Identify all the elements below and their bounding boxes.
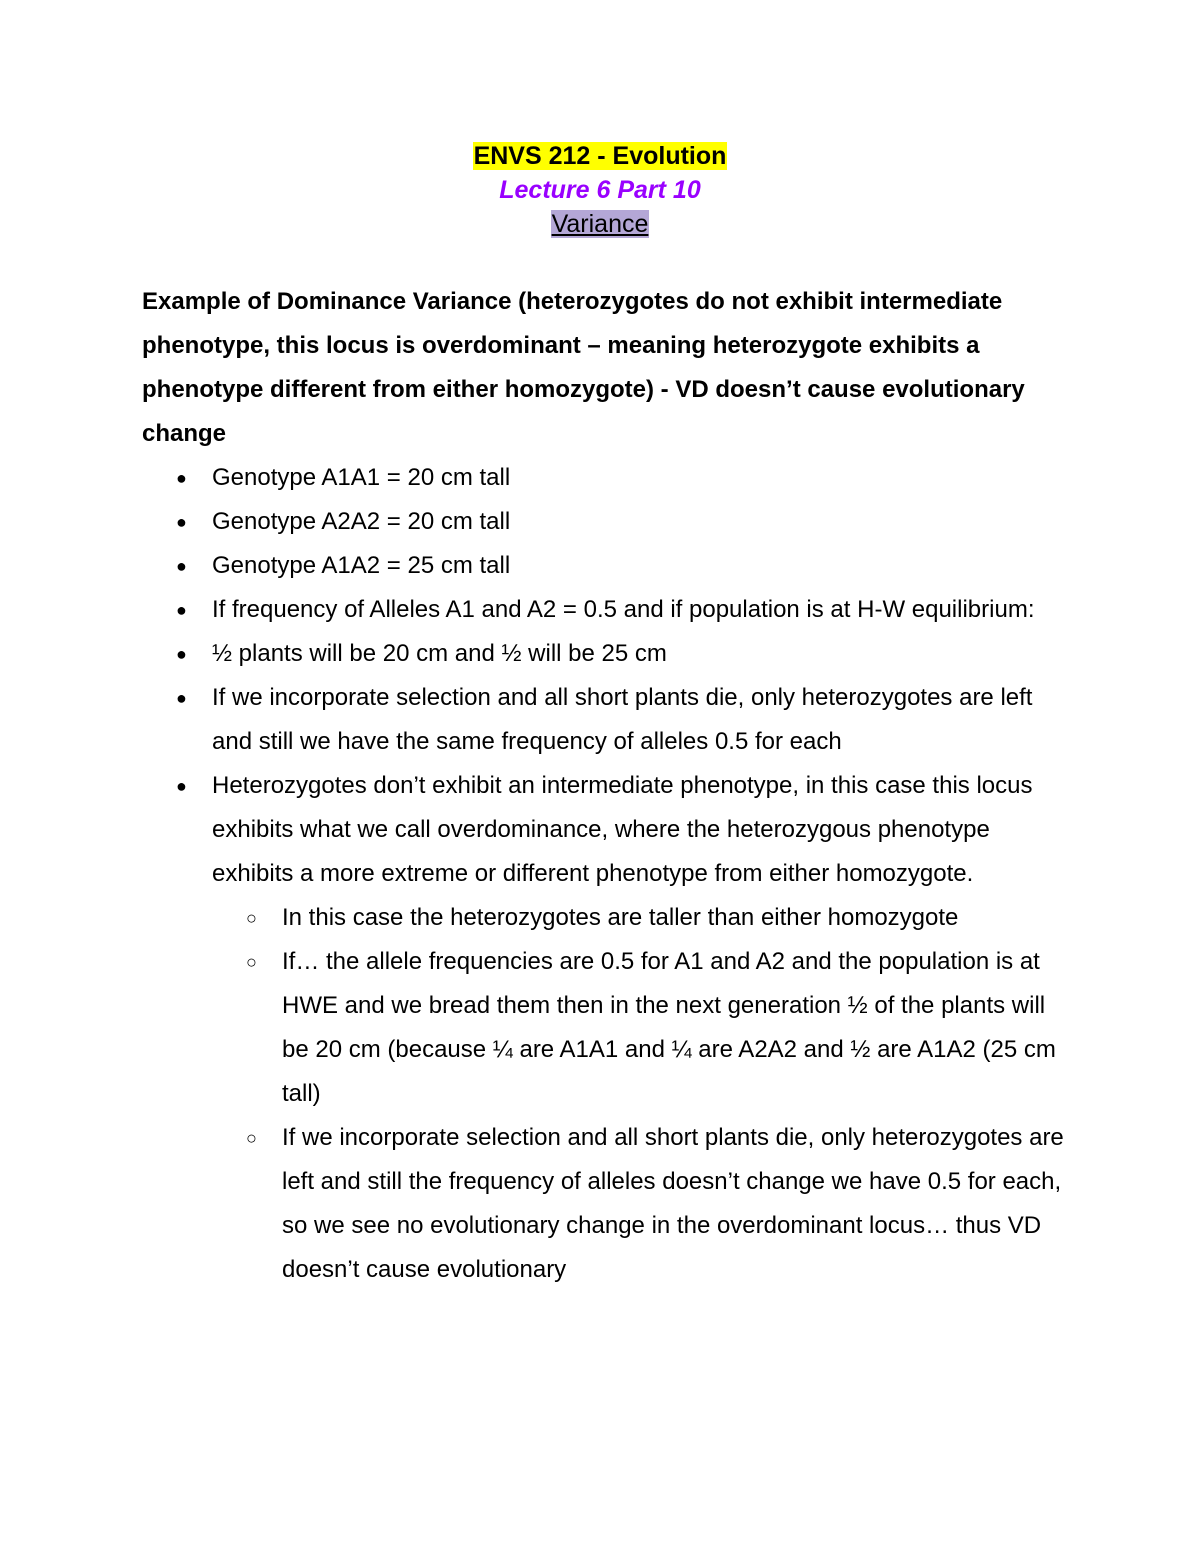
bullet-icon: ●: [176, 776, 187, 796]
list-item: [142, 676, 1072, 764]
list-item-text: Genotype A1A1 = 20 cm tall: [212, 464, 511, 491]
sub-list-item-text: If we incorporate selection and all short plants die, only heterozygotes are left and still the frequency of alleles doesn’t change we have 0.5 for each, so we see no evolutionary change in the overdominant locus… thus VD doesn’t cause evolutionary: [282, 1124, 1064, 1283]
list-item: [142, 456, 1072, 500]
bullet-icon: ●: [176, 512, 187, 532]
sub-list-item: [212, 896, 1072, 940]
main-bullet-list: [142, 456, 1072, 1292]
list-item-text: Heterozygotes don’t exhibit an intermediate phenotype, in this case this locus exhibits what we call overdominance, where the heterozygous phenotype exhibits a more extreme or different phenotype from either homozygote.: [212, 772, 1033, 887]
list-item-text: Genotype A2A2 = 20 cm tall: [212, 508, 511, 535]
list-item-text: Genotype A1A2 = 25 cm tall: [212, 552, 511, 579]
list-item: [142, 764, 1072, 1292]
list-item: [142, 632, 1072, 676]
bullet-icon: ●: [176, 468, 187, 488]
intro-paragraph: Example of Dominance Variance (heterozygotes do not exhibit intermediate phenotype, this locus is overdominant – meaning heterozygote exhibits a phenotype different from either homozygote) - VD doesn’t cause evolutionary change: [142, 288, 1025, 447]
course-title: [0, 139, 1200, 173]
sub-list-item-text: In this case the heterozygotes are taller than either homozygote: [282, 904, 959, 931]
bullet-icon: ●: [176, 600, 187, 620]
hollow-bullet-icon: ○: [246, 952, 257, 972]
list-item: [142, 500, 1072, 544]
bullet-icon: ●: [176, 556, 187, 576]
list-item-text: If frequency of Alleles A1 and A2 = 0.5 and if population is at H-W equilibrium:: [212, 596, 1035, 623]
sub-list-item: [212, 940, 1072, 1116]
topic-heading-text: Variance: [551, 210, 649, 238]
sub-bullet-list: [212, 896, 1072, 1292]
lecture-subtitle: Lecture 6 Part 10: [499, 176, 701, 204]
list-item-text: ½ plants will be 20 cm and ½ will be 25 cm: [212, 640, 667, 667]
sub-list-item: [212, 1116, 1072, 1292]
topic-heading: [0, 207, 1200, 241]
list-item-text: If we incorporate selection and all short plants die, only heterozygotes are left and still we have the same frequency of alleles 0.5 for each: [212, 684, 1033, 755]
bullet-icon: ●: [176, 644, 187, 664]
list-item: [142, 544, 1072, 588]
course-title-text: ENVS 212 - Evolution: [473, 142, 727, 170]
sub-list-item-text: If… the allele frequencies are 0.5 for A1 and A2 and the population is at HWE and we bread them then in the next generation ½ of the plants will be 20 cm (because ¼ are A1A1 and ¼ are A2A2 and ½ are A1A2 (25 cm tall): [282, 948, 1056, 1107]
bullet-icon: ●: [176, 688, 187, 708]
list-item: [142, 588, 1072, 632]
hollow-bullet-icon: ○: [246, 1128, 257, 1148]
hollow-bullet-icon: ○: [246, 908, 257, 928]
